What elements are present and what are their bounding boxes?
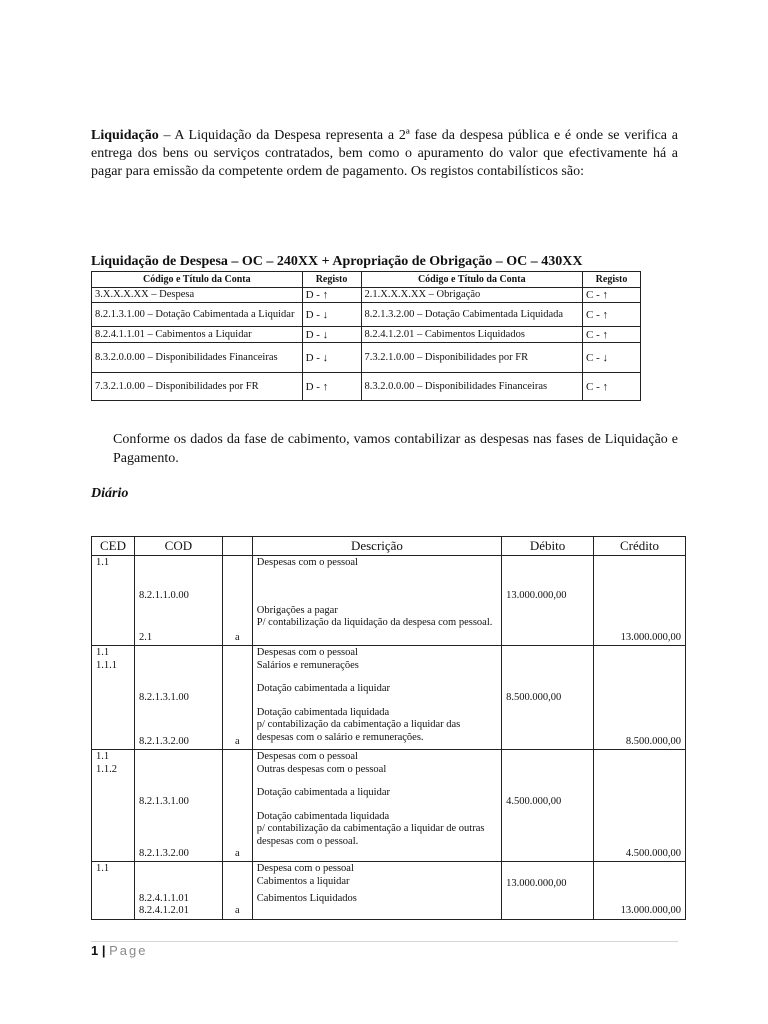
registo-cell: D - ↓ [302,303,361,327]
debito-cell [502,892,594,920]
ced-cell [92,810,135,862]
intro-paragraph [91,127,678,181]
debito-cell: 4.500.000,00 [502,786,594,810]
debito-cell [502,706,594,750]
footer-divider [91,941,678,942]
account-cell: 7.3.2.1.0.00 – Disponibilidades por FR [361,343,583,373]
account-cell: 8.3.2.0.0.00 – Disponibilidades Financeiras [361,373,583,401]
cod-cell: 8.2.1.3.2.00 [134,706,222,750]
diario-header-cell: CED [92,537,135,556]
registos-row [92,303,641,327]
page-footer [91,943,147,958]
registos-row [92,327,641,343]
registos-row [92,343,641,373]
a-cell [222,750,252,786]
account-cell: 8.2.4.1.1.01 – Cabimentos a Liquidar [92,327,303,343]
registos-header-cell: Registo [302,272,361,288]
registos-row [92,373,641,401]
ced-cell [92,682,135,706]
registo-cell: D - ↑ [302,373,361,401]
diario-heading: Diário [91,486,129,501]
registo-cell: C - ↑ [583,288,641,303]
account-cell: 8.3.2.0.0.00 – Disponibilidades Financeiras [92,343,303,373]
registos-row [92,288,641,303]
registos-table-title: Liquidação de Despesa – OC – 240XX + Apropriação de Obrigação – OC – 430XX [91,254,583,269]
diario-header-cell: Débito [502,537,594,556]
debito-cell: 13.000.000,00 [502,572,594,604]
descricao-cell: Dotação cabimentada liquidada p/ contabilização da cabimentação a liquidar das despesas com o salário e remunerações. [252,706,501,750]
diario-row [92,556,686,572]
diario-header-cell [222,537,252,556]
intro-text: – A Liquidação da Despesa representa a 2ª fase da despesa pública e é onde se verifica a entrega dos bens ou serviços contratados, bem como o apuramento do valor que efectivamente há a pagar para emissão da competente ordem de pagamento. Os registos contabilísticos são: [91,128,678,179]
cod-cell: 8.2.4.1.1.01 8.2.4.1.2.01 [134,892,222,920]
descricao-cell [252,572,501,604]
descricao-cell: Dotação cabimentada liquidada p/ contabilização da cabimentação a liquidar de outras despesas com o pessoal. [252,810,501,862]
ced-cell [92,892,135,920]
credito-cell: 4.500.000,00 [594,810,686,862]
a-cell [222,682,252,706]
credito-cell [594,572,686,604]
cod-cell: 2.1 [134,604,222,646]
descricao-cell: Despesas com o pessoal [252,556,501,572]
diario-row [92,862,686,892]
conforme-paragraph: Conforme os dados da fase de cabimento, vamos contabilizar as despesas nas fases de Liquidação e Pagamento. [113,432,678,466]
ced-cell [92,604,135,646]
diario-row [92,786,686,810]
registo-cell: D - ↑ [302,288,361,303]
diario-table [91,536,686,920]
ced-cell: 1.1 1.1.2 [92,750,135,786]
a-cell [222,646,252,682]
account-cell: 7.3.2.1.0.00 – Disponibilidades por FR [92,373,303,401]
diario-row [92,706,686,750]
credito-cell [594,556,686,572]
a-cell: a [222,706,252,750]
debito-cell: 13.000.000,00 [502,862,594,892]
credito-cell [594,682,686,706]
diario-row [92,892,686,920]
a-cell [222,572,252,604]
page-word: Page [109,943,148,958]
diario-row [92,646,686,682]
cod-cell [134,646,222,682]
a-cell [222,556,252,572]
diario-row [92,810,686,862]
credito-cell: 13.000.000,00 [594,892,686,920]
debito-cell [502,750,594,786]
registos-header-cell: Registo [583,272,641,288]
registos-header-row [92,272,641,288]
cod-cell [134,750,222,786]
account-cell: 8.2.1.3.1.00 – Dotação Cabimentada a Liquidar [92,303,303,327]
diario-row [92,682,686,706]
descricao-cell: Despesas com o pessoal Salários e remunerações [252,646,501,682]
a-cell: a [222,810,252,862]
registo-cell: D - ↓ [302,343,361,373]
descricao-cell: Despesas com o pessoal Outras despesas com o pessoal [252,750,501,786]
credito-cell [594,862,686,892]
descricao-cell: Cabimentos Liquidados [252,892,501,920]
cod-cell [134,862,222,892]
registo-cell: C - ↑ [583,303,641,327]
ced-cell: 1.1 1.1.1 [92,646,135,682]
cod-cell [134,556,222,572]
debito-cell [502,646,594,682]
descricao-cell: Obrigações a pagar P/ contabilização da liquidação da despesa com pessoal. [252,604,501,646]
a-cell: a [222,892,252,920]
diario-row [92,604,686,646]
credito-cell [594,750,686,786]
registos-header-cell: Código e Título da Conta [361,272,583,288]
registos-header-cell: Código e Título da Conta [92,272,303,288]
footer-separator: | [98,943,110,958]
a-cell: a [222,604,252,646]
diario-row [92,572,686,604]
descricao-cell: Despesa com o pessoal Cabimentos a liquidar [252,862,501,892]
account-cell: 8.2.4.1.2.01 – Cabimentos Liquidados [361,327,583,343]
registos-table [91,271,641,401]
debito-cell [502,810,594,862]
registo-cell: C - ↑ [583,373,641,401]
cod-cell: 8.2.1.3.1.00 [134,682,222,706]
ced-cell [92,786,135,810]
registo-cell: C - ↑ [583,327,641,343]
page-number: 1 [91,943,99,958]
a-cell [222,862,252,892]
diario-row [92,750,686,786]
intro-term: Liquidação [91,128,159,143]
cod-cell: 8.2.1.3.2.00 [134,810,222,862]
registo-cell: C - ↓ [583,343,641,373]
ced-cell: 1.1 [92,862,135,892]
credito-cell: 13.000.000,00 [594,604,686,646]
credito-cell: 8.500.000,00 [594,706,686,750]
cod-cell: 8.2.1.3.1.00 [134,786,222,810]
credito-cell [594,786,686,810]
diario-header-cell: Crédito [594,537,686,556]
ced-cell [92,706,135,750]
a-cell [222,786,252,810]
descricao-cell: Dotação cabimentada a liquidar [252,682,501,706]
account-cell: 8.2.1.3.2.00 – Dotação Cabimentada Liquidada [361,303,583,327]
cod-cell: 8.2.1.1.0.00 [134,572,222,604]
debito-cell [502,604,594,646]
account-cell: 2.1.X.X.X.XX – Obrigação [361,288,583,303]
diario-header-row [92,537,686,556]
registo-cell: D - ↓ [302,327,361,343]
ced-cell [92,572,135,604]
diario-header-cell: COD [134,537,222,556]
account-cell: 3.X.X.X.XX – Despesa [92,288,303,303]
debito-cell: 8.500.000,00 [502,682,594,706]
debito-cell [502,556,594,572]
diario-header-cell: Descrição [252,537,501,556]
ced-cell: 1.1 [92,556,135,572]
descricao-cell: Dotação cabimentada a liquidar [252,786,501,810]
credito-cell [594,646,686,682]
